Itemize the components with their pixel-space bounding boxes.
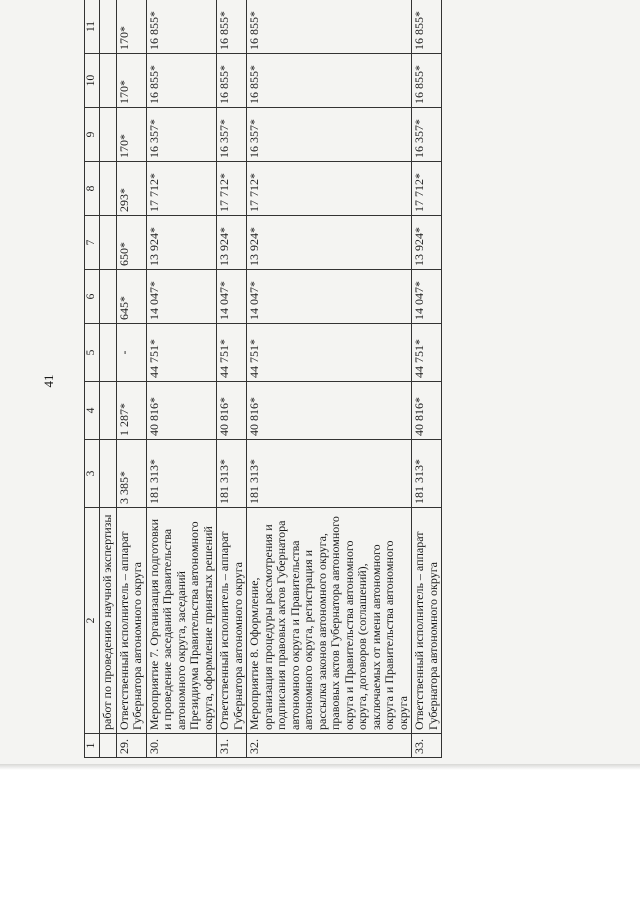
value-cell: 170*: [116, 54, 146, 108]
value-cell: 14 047*: [412, 270, 442, 324]
value-cell: 17 712*: [217, 162, 247, 216]
value-cell: 181 313*: [247, 440, 412, 508]
value-cell: 13 924*: [217, 216, 247, 270]
value-cell: 645*: [116, 270, 146, 324]
header-row: [85, 0, 100, 758]
table-row: [100, 0, 117, 758]
value-cell: 181 313*: [412, 440, 442, 508]
rotated-table-area: [84, 11, 584, 758]
header-cell: 1: [85, 734, 100, 758]
table-row: [146, 0, 217, 758]
value-cell: 293*: [116, 162, 146, 216]
value-cell: 16 855*: [247, 0, 412, 54]
value-cell: 17 712*: [247, 162, 412, 216]
row-number: 30.: [146, 734, 217, 758]
value-cell: 17 712*: [412, 162, 442, 216]
value-cell: 16 357*: [412, 108, 442, 162]
value-cell: -: [116, 324, 146, 382]
row-description: Мероприятие 8. Оформление, организация процедуры рассмотрения и подписания правовых актов Губернатора автономного округа и Правительства автономного округа, регистрация и рассылка законов автономного округа, правовых актов Губернатора автономного округа и Правительства автономного округа, договоров (соглашений), заключаемых от имени автономного округа и Правительства автономного округа: [247, 508, 412, 734]
value-cell: 13 924*: [146, 216, 217, 270]
value-cell: 3 385*: [116, 440, 146, 508]
value-cell: 16 855*: [146, 54, 217, 108]
row-description: Ответственный исполнитель – аппарат Губернатора автономного округа: [116, 508, 146, 734]
value-cell: 16 357*: [146, 108, 217, 162]
value-cell: 40 816*: [146, 382, 217, 440]
row-number: 29.: [116, 734, 146, 758]
value-cell: 40 816*: [217, 382, 247, 440]
value-cell: 14 047*: [146, 270, 217, 324]
value-cell: 16 357*: [247, 108, 412, 162]
row-number: 31.: [217, 734, 247, 758]
row-number: 32.: [247, 734, 412, 758]
value-cell: 1 287*: [116, 382, 146, 440]
table-row: [116, 0, 146, 758]
value-cell: 14 047*: [217, 270, 247, 324]
value-cell: 16 855*: [412, 0, 442, 54]
value-cell: 16 855*: [412, 54, 442, 108]
header-cell: 3: [85, 440, 100, 508]
value-cell: 16 357*: [217, 108, 247, 162]
header-cell: 8: [85, 162, 100, 216]
header-cell: 10: [85, 54, 100, 108]
header-cell: 4: [85, 382, 100, 440]
header-cell: 6: [85, 270, 100, 324]
header-cell: 9: [85, 108, 100, 162]
row-description: Ответственный исполнитель – аппарат Губернатора автономного округа: [217, 508, 247, 734]
value-cell: 16 855*: [146, 0, 217, 54]
value-cell: 170*: [116, 108, 146, 162]
value-cell: 17 712*: [146, 162, 217, 216]
value-cell: 181 313*: [217, 440, 247, 508]
value-cell: 650*: [116, 216, 146, 270]
table-row: [217, 0, 247, 758]
header-cell: 11: [85, 0, 100, 54]
table-row: [412, 0, 442, 758]
row-number: [100, 734, 117, 758]
value-cell: 16 855*: [247, 54, 412, 108]
value-cell: 16 855*: [217, 0, 247, 54]
row-number: 33.: [412, 734, 442, 758]
page-number: 41: [41, 374, 56, 388]
value-cell: 44 751*: [146, 324, 217, 382]
value-cell: 44 751*: [247, 324, 412, 382]
value-cell: 170*: [116, 0, 146, 54]
value-cell: 40 816*: [412, 382, 442, 440]
row-description: Ответственный исполнитель – аппарат Губернатора автономного округа: [412, 508, 442, 734]
value-cell: 16 855*: [217, 54, 247, 108]
row-description: Мероприятие 7. Организация подготовки и проведение заседаний Правительства автономного округа, заседаний Президиума Правительства автономного округа, оформление принятых решений: [146, 508, 217, 734]
table-row: [247, 0, 412, 758]
row-description: работ по проведению научной экспертизы: [100, 508, 117, 734]
value-cell: 13 924*: [412, 216, 442, 270]
header-cell: 5: [85, 324, 100, 382]
value-cell: 40 816*: [247, 382, 412, 440]
value-cell: 181 313*: [146, 440, 217, 508]
value-cell: 44 751*: [412, 324, 442, 382]
page-edge-shadow: [0, 764, 640, 770]
value-cell: 14 047*: [247, 270, 412, 324]
header-cell: 7: [85, 216, 100, 270]
value-cell: 44 751*: [217, 324, 247, 382]
value-cell: 13 924*: [247, 216, 412, 270]
header-cell: 2: [85, 508, 100, 734]
budget-table: [84, 0, 442, 758]
